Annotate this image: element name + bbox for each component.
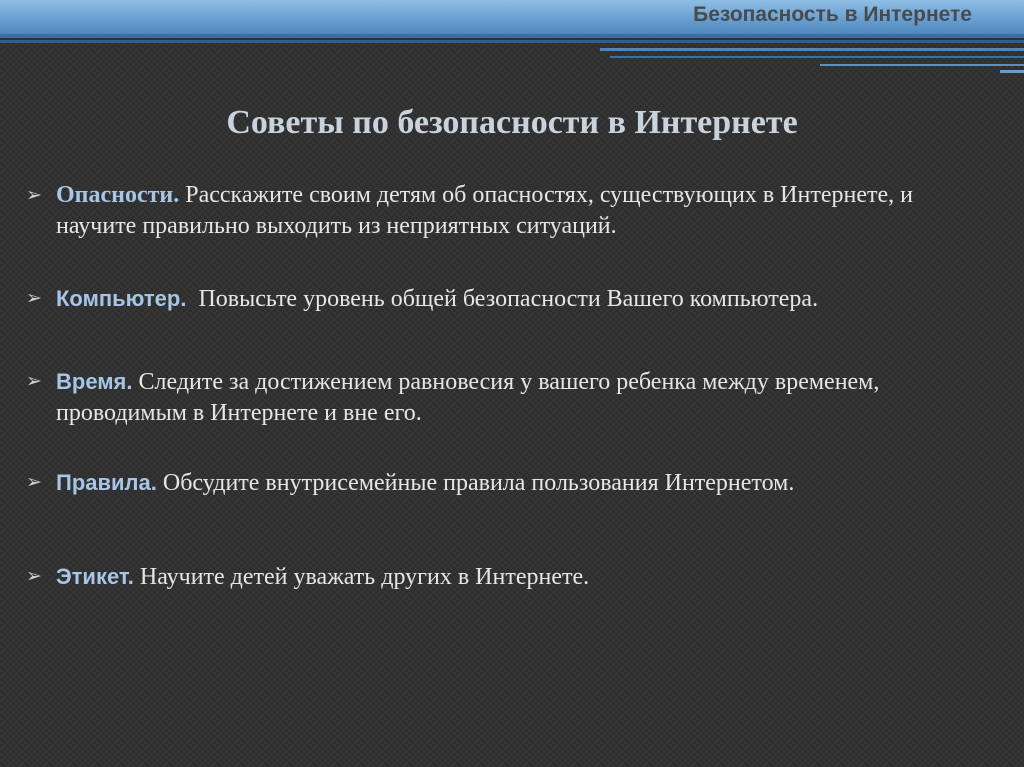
tip-text	[56, 366, 986, 429]
tip-description: Следите за достижением равновесия у вашего ребенка между временем, проводимым в Интернете и вне его.	[56, 369, 880, 426]
decor-line	[820, 64, 1024, 66]
decor-line	[1000, 70, 1024, 73]
tip-item-dangers	[26, 180, 986, 242]
tip-item-rules	[26, 467, 986, 499]
slide-title: Советы по безопасности в Интернете	[226, 104, 798, 141]
arrow-bullet-icon: ➢	[26, 287, 42, 309]
tip-text	[56, 467, 794, 499]
arrow-bullet-icon: ➢	[26, 565, 42, 587]
tip-text	[56, 283, 818, 315]
arrow-bullet-icon: ➢	[26, 471, 42, 493]
tip-term: Компьютер.	[56, 286, 187, 311]
tip-item-computer	[26, 283, 986, 315]
tip-description: Повысьте уровень общей безопасности Вашего компьютера.	[186, 286, 819, 312]
tip-description: Научите детей уважать других в Интернете.	[133, 564, 590, 590]
decor-line	[600, 48, 1024, 51]
decor-line	[0, 40, 1024, 43]
arrow-bullet-icon: ➢	[26, 370, 42, 392]
tip-term: Правила.	[56, 470, 157, 495]
tip-term: Время.	[56, 369, 133, 394]
tip-text	[56, 561, 589, 593]
arrow-bullet-icon: ➢	[26, 184, 42, 206]
tip-description: Расскажите своим детям об опасностях, существующих в Интернете, и научите правильно выходить из неприятных ситуаций.	[56, 182, 913, 239]
tip-term: Опасности.	[56, 182, 180, 208]
tip-term: Этикет.	[56, 564, 134, 589]
tip-description: Обсудите внутрисемейные правила пользования Интернетом.	[156, 470, 795, 496]
decor-line	[0, 34, 1024, 38]
header-title: Безопасность в Интернете	[693, 3, 972, 26]
tip-item-time	[26, 366, 986, 429]
decor-line	[610, 56, 1024, 58]
tip-text	[56, 180, 986, 242]
tip-item-etiquette	[26, 561, 986, 593]
